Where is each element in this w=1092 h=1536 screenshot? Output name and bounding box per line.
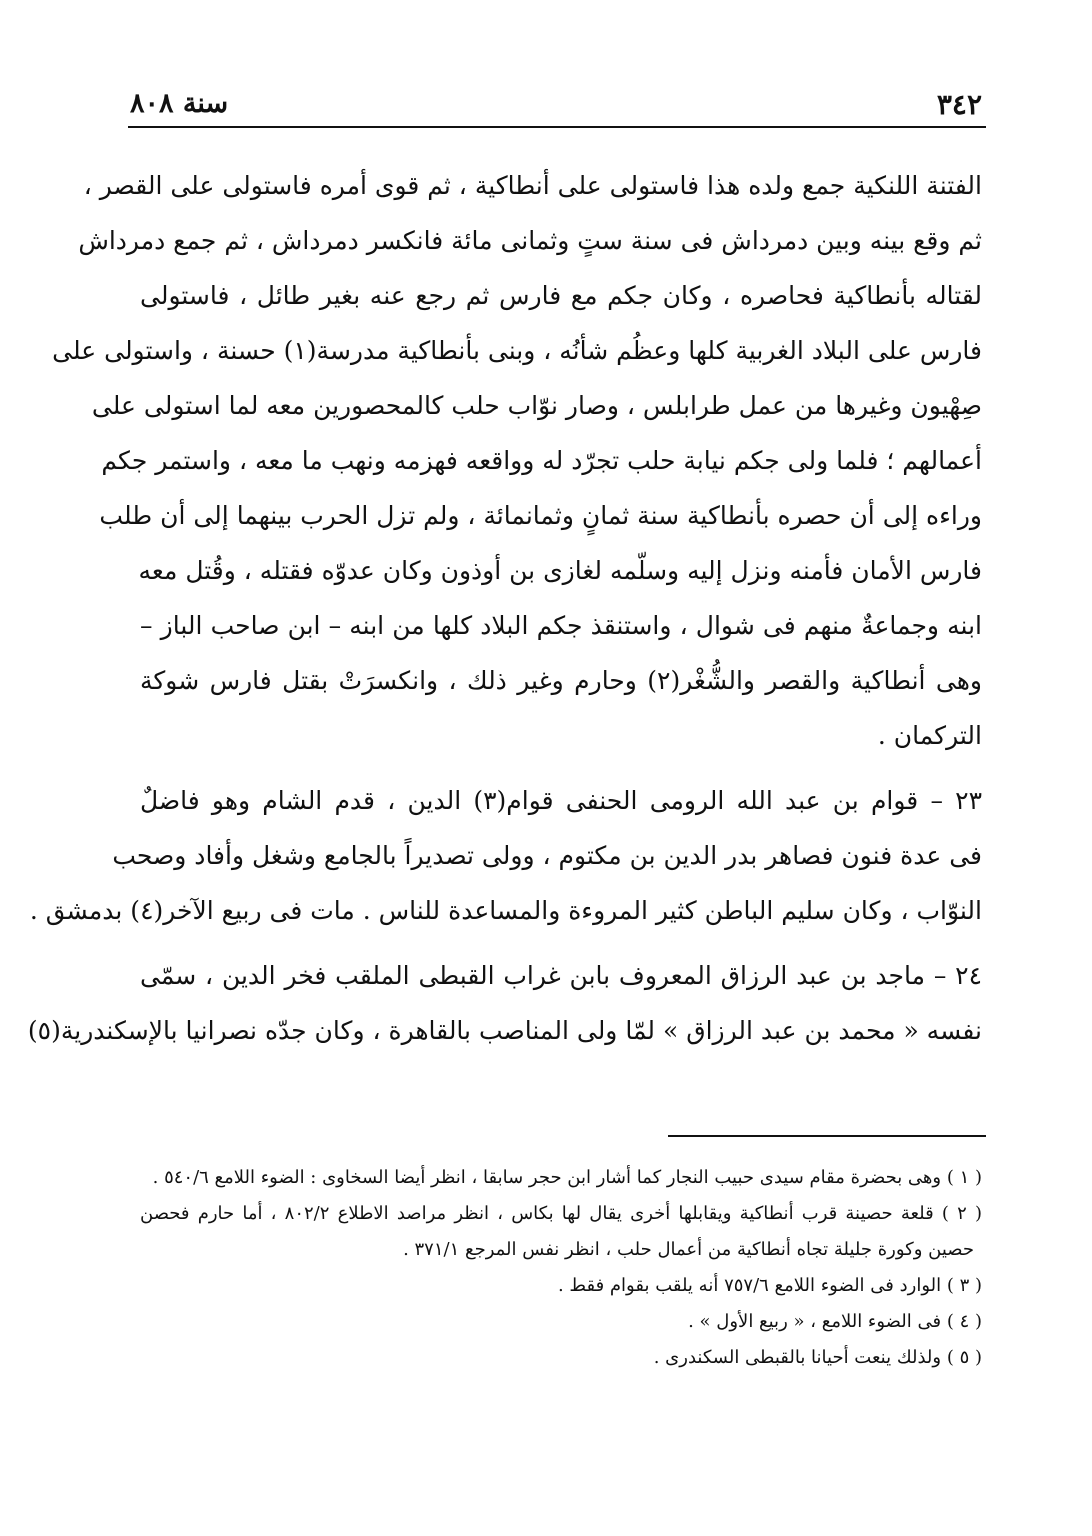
text-line: الفتنة اللنكية جمع ولده هذا فاستولى على أنطاكية ، ثم قوى أمره فاستولى على القصر ، (83, 171, 982, 200)
text-line: صِهْيون وغيرها من عمل طرابلس ، وصار نوّاب حلب كالمحصورين معه لما استولى على (91, 391, 982, 420)
footnote-2-continued: حصين وكورة جليلة تجاه أنطاكية من أعمال حلب ، انظر نفس المرجع ٣٧١/١ . (403, 1239, 974, 1260)
page-number: ٣٤٢ (936, 88, 982, 121)
entry-24-line: نفسه « محمد بن عبد الرزاق » لمّا ولى المناصب بالقاهرة ، وكان جدّه نصرانيا بالإسكندرية(٥) (27, 1016, 982, 1045)
text-line: فارس على البلاد الغربية كلها وعظُم شأنُه ، وبنى بأنطاكية مدرسة(١) حسنة ، واستولى على (52, 336, 982, 365)
footnote-4: ( ٤ ) فى الضوء اللامع ، « ربيع الأول » . (688, 1311, 982, 1332)
entry-24-line: ٢٤ – ماجد بن عبد الرزاق المعروف بابن غراب القبطى الملقب فخر الدين ، سمّى (140, 961, 982, 990)
text-line: التركمان . (877, 721, 982, 750)
footnote-5: ( ٥ ) ولذلك ينعت أحيانا بالقبطى السكندرى . (653, 1347, 982, 1368)
text-line: فارس الأمان فأمنه ونزل إليه وسلّمه لغازى بن أوذون وكان عدوّه فقتله ، وقُتل معه (138, 556, 982, 585)
footnote-3: ( ٣ ) الوارد فى الضوء اللامع ٧٥٧/٦ أنه يلقب بقوام فقط . (557, 1275, 982, 1296)
running-head: سنة ٨٠٨ (130, 88, 229, 119)
footnote-rule (668, 1135, 986, 1137)
paragraph-gap (140, 763, 982, 773)
page-header (128, 86, 986, 126)
entry-23-line: ٢٣ – قوام بن عبد الله الرومى الحنفى قوام(٣) الدين ، قدم الشام وهو فاضلٌ (140, 786, 982, 815)
text-line: وهى أنطاكية والقصر والشُّغْر(٢) وحارم وغير ذلك ، وانكسرَتْ بقتل فارس شوكة (140, 666, 982, 695)
entry-23-line: فى عدة فنون فصاهر بدر الدين بن مكتوم ، وولى تصديراً بالجامع وشغل وأفاد وصحب (112, 841, 982, 870)
header-rule (128, 126, 986, 128)
text-line: لقتاله بأنطاكية فحاصره ، وكان جكم مع فارس ثم رجع عنه بغير طائل ، فاستولى (140, 281, 982, 310)
paragraph-gap (140, 938, 982, 948)
entry-23-line: النوّاب ، وكان سليم الباطن كثير المروءة والمساعدة للناس . مات فى ربيع الآخر(٤) بدمشق . (29, 896, 982, 925)
text-line: أعمالهم ؛ فلما ولى جكم نيابة حلب تجرّد له وواقعه فهزمه ونهب ما معه ، واستمر جكم (101, 446, 982, 475)
text-line: وراءه إلى أن حصره بأنطاكية سنة ثمانٍ وثمانمائة ، ولم تزل الحرب بينهما إلى أن طلب (99, 501, 982, 530)
text-line: ثم وقع بينه وبين دمرداش فى سنة ستٍ وثمانى مائة فانكسر دمرداش ، ثم جمع دمرداش (78, 226, 982, 255)
footnote-2: ( ٢ ) قلعة حصينة قرب أنطاكية ويقابلها أخرى يقال لها بكاس ، انظر مراصد الاطلاع ٨٠٢/٢ ، أما حارم فحصن (140, 1203, 983, 1224)
footnote-1: ( ١ ) وهى بحضرة مقام سيدى حبيب النجار كما أشار ابن حجر سابقا ، انظر أيضا السخاوى : الضوء اللامع ٥٤٠/٦ . (152, 1167, 982, 1188)
footnotes (140, 1160, 982, 1376)
main-text (27, 158, 982, 1058)
text-line: ابنه وجماعةٌ منهم فى شوال ، واستنقذ جكم البلاد كلها من ابنه – ابن صاحب الباز – (140, 611, 982, 640)
